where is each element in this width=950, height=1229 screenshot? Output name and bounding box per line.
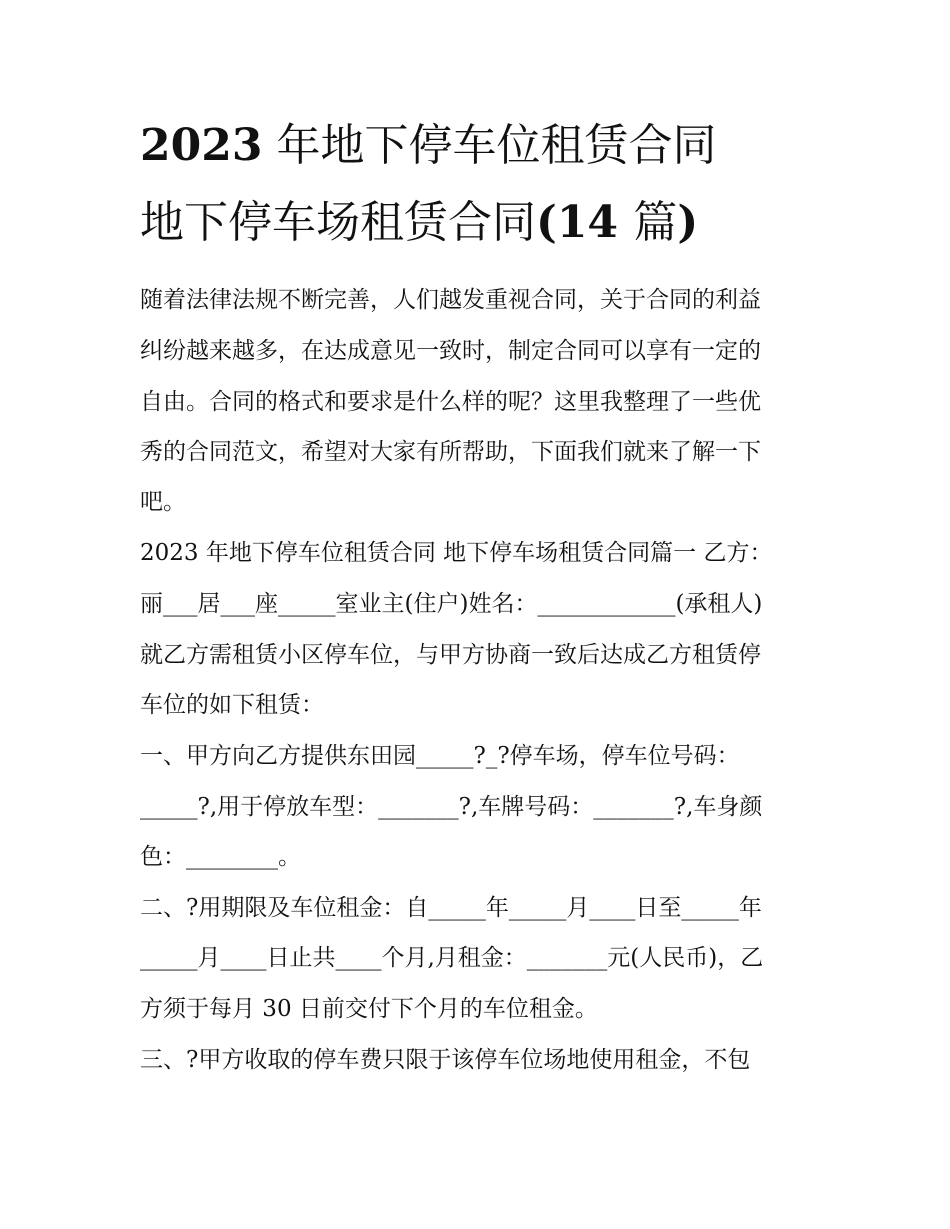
document-title-line-1 xyxy=(140,120,820,173)
body-line: 车位的如下租赁： xyxy=(140,692,324,718)
body-line: 一、甲方向乙方提供东田园_____?_?停车场，停车位号码： xyxy=(140,743,740,769)
body-line: 丽___居___座_____室业主(住户)姓名：____________(承租人) xyxy=(140,591,763,617)
body-line: 三、?甲方收取的停车费只限于该停车位场地使用租金，不包 xyxy=(140,1047,751,1073)
body-line: 色：________。 xyxy=(140,844,301,870)
body-line: 二、?用期限及车位租金：自_____年_____月____日至_____年 xyxy=(140,895,762,921)
body-line: 方须于每月 30 日前交付下个月的车位租金。 xyxy=(140,996,598,1022)
document-title-line-2 xyxy=(140,197,820,250)
body-line: _____月____日止共____个月,月租金：_______元(人民币)，乙 xyxy=(140,945,764,971)
title-line-1-text: 年地下停车位租赁合同 xyxy=(262,120,717,171)
body-line: 随着法律法规不断完善，人们越发重视合同，关于合同的利益 xyxy=(140,287,761,313)
body-line: 吧。 xyxy=(140,489,186,515)
body-line: _____?,用于停放车型：_______?,车牌号码：_______?,车身颜 xyxy=(140,794,763,820)
body-line: 就乙方需租赁小区停车位，与甲方协商一致后达成乙方租赁停 xyxy=(140,642,761,668)
body-line: 纠纷越来越多，在达成意见一致时，制定合同可以享有一定的 xyxy=(140,338,761,364)
title-count: (14 xyxy=(536,197,634,248)
title-pian: 篇 xyxy=(633,197,678,248)
body-line: 2023 年地下停车位租赁合同 地下停车场租赁合同篇一 乙方： xyxy=(140,540,773,566)
title-line-2-text: 地下停车场租赁合同 xyxy=(140,197,536,248)
body-line: 自由。合同的格式和要求是什么样的呢？这里我整理了一些优 xyxy=(140,389,761,415)
body-line: 秀的合同范文，希望对大家有所帮助，下面我们就来了解一下 xyxy=(140,439,761,465)
title-close-paren: ) xyxy=(677,197,699,248)
title-year: 2023 xyxy=(140,120,263,171)
